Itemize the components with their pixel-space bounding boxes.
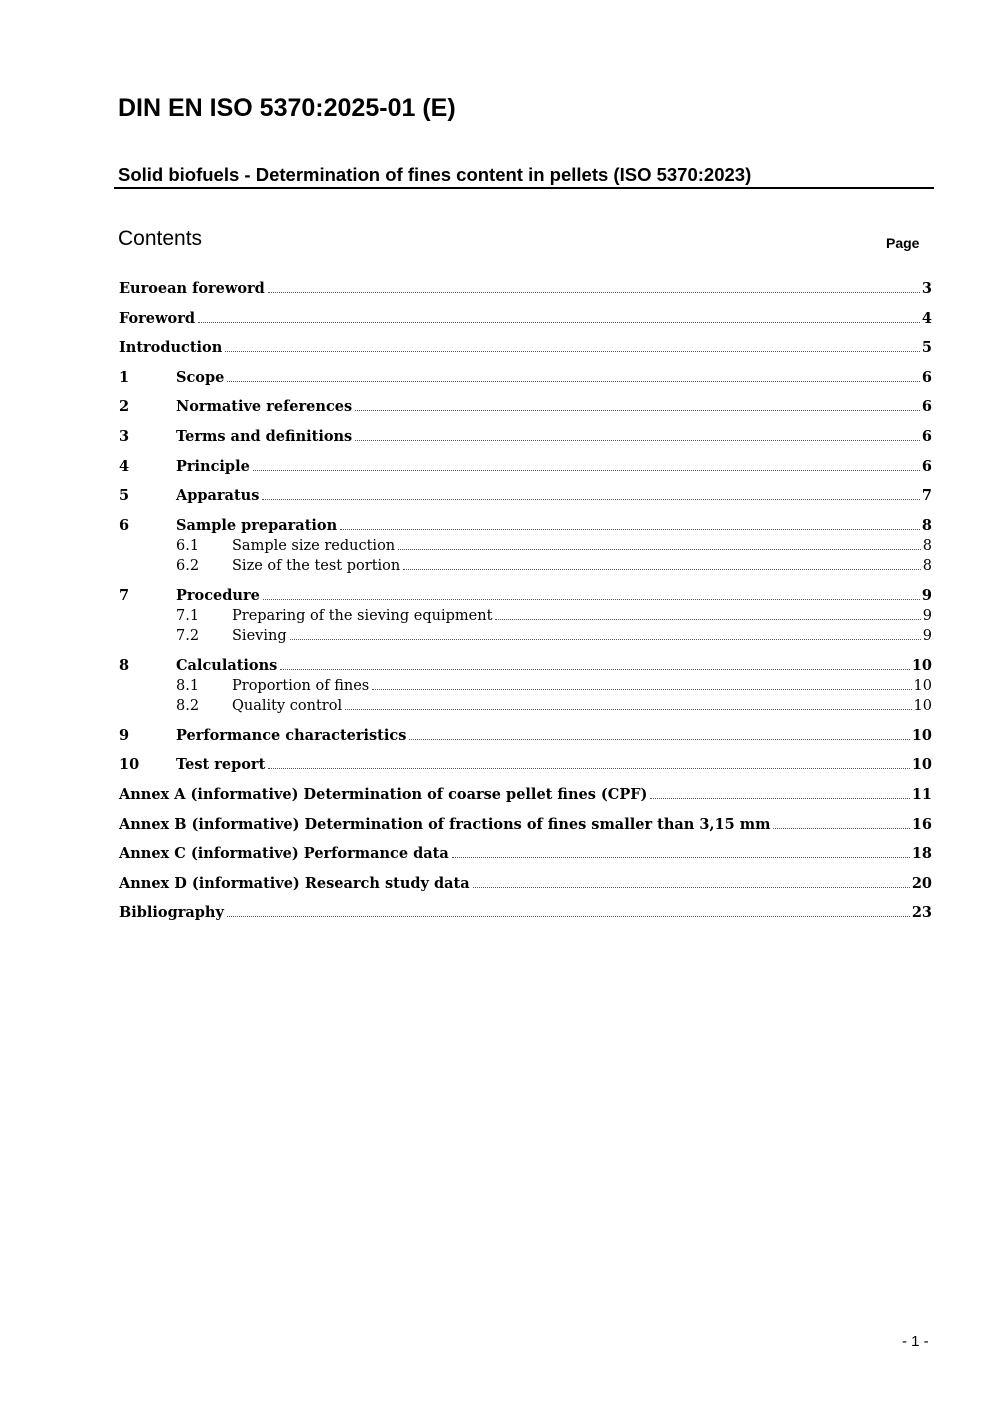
toc-entry-annex-a[interactable] bbox=[119, 783, 932, 803]
toc-entry-text: Test report bbox=[176, 756, 266, 773]
toc-leader bbox=[473, 886, 910, 888]
toc-entry-page: 6 bbox=[921, 428, 932, 445]
toc-leader bbox=[773, 827, 909, 829]
toc-entry-scope[interactable] bbox=[119, 366, 932, 386]
toc-entry-page: 10 bbox=[913, 678, 932, 694]
document-title: DIN EN ISO 5370:2025-01 (E) bbox=[118, 94, 456, 122]
toc-entry-sample-size-reduction[interactable] bbox=[119, 534, 932, 554]
toc-entry-page: 10 bbox=[913, 698, 932, 714]
toc-leader bbox=[403, 568, 921, 570]
toc-entry-text: Annex C (informative) Performance data bbox=[119, 845, 449, 862]
toc-entry-quality-control[interactable] bbox=[119, 694, 932, 714]
toc-entry-number: 6.2 bbox=[176, 558, 200, 574]
toc-leader bbox=[290, 638, 921, 640]
toc-entry-page: 7 bbox=[921, 487, 932, 504]
toc-entry-number: 7.1 bbox=[176, 608, 200, 624]
toc-entry-text: Performance characteristics bbox=[176, 727, 407, 744]
toc-entry-text: Annex A (informative) Determination of coarse pellet fines (CPF) bbox=[119, 786, 648, 803]
toc-entry-number: 8.1 bbox=[176, 678, 200, 694]
toc-entry-page: 20 bbox=[911, 875, 932, 892]
toc-entry-number: 4 bbox=[119, 458, 130, 475]
toc-entry-number: 2 bbox=[119, 398, 130, 415]
toc-entry-page: 11 bbox=[911, 786, 932, 803]
toc-entry-page: 10 bbox=[911, 727, 932, 744]
toc-leader bbox=[409, 738, 909, 740]
toc-leader bbox=[355, 409, 920, 411]
toc-entry-number: 7.2 bbox=[176, 628, 200, 644]
toc-entry-number: 1 bbox=[119, 369, 130, 386]
toc-entry-text: Quality control bbox=[232, 698, 343, 714]
toc-entry-text: Principle bbox=[176, 458, 250, 475]
toc-entry-number: 6 bbox=[119, 517, 130, 534]
toc-entry-number: 9 bbox=[119, 727, 130, 744]
toc-entry-page: 10 bbox=[911, 756, 932, 773]
toc-entry-page: 9 bbox=[922, 628, 932, 644]
toc-leader bbox=[263, 598, 920, 600]
toc-entry-text: Sieving bbox=[232, 628, 287, 644]
toc-entry-text: Size of the test portion bbox=[232, 558, 401, 574]
toc-leader bbox=[355, 439, 920, 441]
toc-entry-proportion-of-fines[interactable] bbox=[119, 674, 932, 694]
toc-leader bbox=[268, 291, 920, 293]
contents-heading: Contents bbox=[118, 227, 203, 250]
toc-entry-number: 7 bbox=[119, 587, 130, 604]
toc-entry-procedure[interactable] bbox=[119, 584, 932, 604]
toc-leader bbox=[398, 548, 921, 550]
toc-entry-page: 4 bbox=[921, 310, 932, 327]
toc-entry-preparing-sieving-equipment[interactable] bbox=[119, 604, 932, 624]
toc-entry-annex-d[interactable] bbox=[119, 872, 932, 892]
toc-entry-apparatus[interactable] bbox=[119, 484, 932, 504]
toc-leader bbox=[227, 380, 920, 382]
toc-entry-annex-c[interactable] bbox=[119, 842, 932, 862]
toc-entry-bibliography[interactable] bbox=[119, 901, 932, 921]
toc-entry-performance-characteristics[interactable] bbox=[119, 724, 932, 744]
toc-leader bbox=[650, 797, 909, 799]
toc-entry-text: Preparing of the sieving equipment bbox=[232, 608, 493, 624]
toc-leader bbox=[268, 767, 910, 769]
toc-leader bbox=[262, 498, 920, 500]
toc-leader bbox=[253, 469, 920, 471]
toc-entry-number: 8 bbox=[119, 657, 130, 674]
toc-entry-test-report[interactable] bbox=[119, 753, 932, 773]
toc-entry-text: Calculations bbox=[176, 657, 278, 674]
toc-entry-page: 5 bbox=[921, 339, 932, 356]
toc-leader bbox=[495, 618, 920, 620]
toc-entry-normative-references[interactable] bbox=[119, 395, 932, 415]
toc-entry-calculations[interactable] bbox=[119, 654, 932, 674]
toc-entry-page: 9 bbox=[921, 587, 932, 604]
subtitle-rule bbox=[114, 162, 934, 189]
toc-entry-number: 3 bbox=[119, 428, 130, 445]
toc-leader bbox=[452, 856, 910, 858]
toc-entry-text: Annex B (informative) Determination of fractions of fines smaller than 3,15 mm bbox=[119, 816, 771, 833]
toc-entry-text: Euroean foreword bbox=[119, 280, 265, 297]
toc-entry-page: 6 bbox=[921, 398, 932, 415]
toc-entry-page: 6 bbox=[921, 458, 932, 475]
toc-entry-text: Bibliography bbox=[119, 904, 224, 921]
toc-entry-sieving[interactable] bbox=[119, 624, 932, 644]
toc-entry-number: 10 bbox=[119, 756, 140, 773]
toc-entry-number: 6.1 bbox=[176, 538, 200, 554]
toc-leader bbox=[225, 350, 920, 352]
toc-entry-size-of-test-portion[interactable] bbox=[119, 554, 932, 574]
toc-entry-text: Procedure bbox=[176, 587, 260, 604]
toc-entry-page: 18 bbox=[911, 845, 932, 862]
toc-entry-text: Apparatus bbox=[176, 487, 260, 504]
toc-leader bbox=[372, 688, 911, 690]
toc-entry-page: 10 bbox=[911, 657, 932, 674]
toc-entry-page: 8 bbox=[921, 517, 932, 534]
toc-entry-text: Sample size reduction bbox=[232, 538, 396, 554]
page-column-heading: Page bbox=[886, 235, 920, 251]
toc-leader bbox=[340, 528, 920, 530]
page-number: - 1 - bbox=[902, 1333, 929, 1350]
toc-entry-page: 16 bbox=[911, 816, 932, 833]
toc-entry-page: 9 bbox=[922, 608, 932, 624]
toc-entry-european-foreword[interactable] bbox=[119, 277, 932, 297]
toc-entry-principle[interactable] bbox=[119, 455, 932, 475]
toc-entry-annex-b[interactable] bbox=[119, 813, 932, 833]
toc-entry-text: Normative references bbox=[176, 398, 353, 415]
toc-leader bbox=[198, 321, 920, 323]
toc-entry-text: Terms and definitions bbox=[176, 428, 353, 445]
toc-entry-sample-preparation[interactable] bbox=[119, 514, 932, 534]
toc-entry-page: 23 bbox=[911, 904, 932, 921]
toc-entry-page: 3 bbox=[921, 280, 932, 297]
toc-leader bbox=[280, 668, 910, 670]
toc-entry-introduction[interactable] bbox=[119, 336, 932, 356]
toc-entry-page: 6 bbox=[921, 369, 932, 386]
toc-entry-terms-and-definitions[interactable] bbox=[119, 425, 932, 445]
toc-entry-text: Proportion of fines bbox=[232, 678, 370, 694]
toc-entry-text: Sample preparation bbox=[176, 517, 338, 534]
toc-leader bbox=[345, 708, 911, 710]
toc-entry-text: Annex D (informative) Research study data bbox=[119, 875, 470, 892]
toc-entry-page: 8 bbox=[922, 558, 932, 574]
toc-entry-text: Scope bbox=[176, 369, 225, 386]
toc-entry-text: Introduction bbox=[119, 339, 223, 356]
toc-entry-foreword[interactable] bbox=[119, 307, 932, 327]
toc-leader bbox=[227, 915, 910, 917]
document-subtitle: Solid biofuels - Determination of fines content in pellets (ISO 5370:2023) bbox=[118, 164, 752, 185]
toc-entry-page: 8 bbox=[922, 538, 932, 554]
toc-entry-text: Foreword bbox=[119, 310, 195, 327]
toc-entry-number: 8.2 bbox=[176, 698, 200, 714]
toc-entry-number: 5 bbox=[119, 487, 130, 504]
